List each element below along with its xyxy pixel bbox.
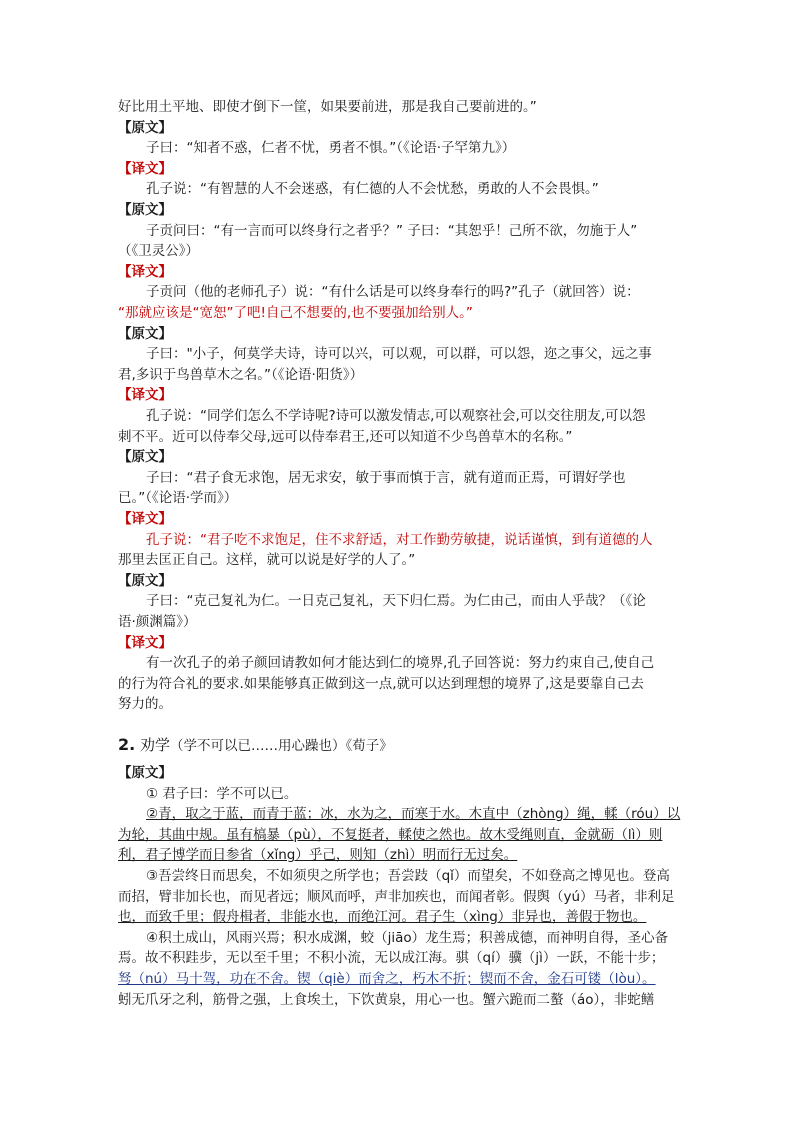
text-line-l14: 君,多识于鸟兽草木之名。”（《论语·阳货》） bbox=[118, 366, 364, 383]
text-line-l2: 【原文】 bbox=[118, 119, 172, 136]
text-line-m12: 蚓无爪牙之利，筋骨之强，上食埃土，下饮黄泉，用心一也。蟹六跪而二螯（áo），非蛇鳝 bbox=[118, 991, 655, 1008]
text-line-m6: ③吾尝终日而思矣，不如须臾之所学也；吾尝跂（qǐ）而望矣，不如登高之博见也。登高 bbox=[146, 868, 670, 884]
text-line-l10: 子贡问（他的老师孔子）说：“有什么话是可以终身奉行的吗?”孔子（就回答）说： bbox=[146, 284, 640, 301]
section-subtitle: （学不可以已……用心躁也）《荀子》 bbox=[170, 738, 393, 754]
text-line-m9: ④积土成山，风雨兴焉；积水成渊，蛟（jiāo）龙生焉；积善成德，而神明自得，圣心备 bbox=[146, 929, 669, 946]
text-line-l5: 孔子说：“有智慧的人不会迷惑，有仁德的人不会忧愁，勇敢的人不会畏惧。” bbox=[146, 181, 599, 198]
text-line-l8: （《卫灵公》） bbox=[118, 243, 199, 260]
text-line-l27: 【译文】 bbox=[118, 634, 172, 651]
text-line-m10: 焉。故不积跬步，无以至千里；不积小流，无以成江海。骐（qí）骥（jì）一跃，不能十步； bbox=[118, 950, 665, 967]
text-line-m1: 【原文】 bbox=[118, 765, 172, 781]
text-line-l3: 子曰：“知者不惑，仁者不忧，勇者不惧。”（《论语·子罕第九》） bbox=[146, 140, 516, 157]
text-line-l19: 子曰：“君子食无求饱，居无求安，敏于事而慎于言，就有道而正焉，可谓好学也 bbox=[146, 469, 626, 486]
text-line-l13: 子曰："小子，何莫学夫诗，诗可以兴，可以观，可以群，可以怨，迩之事父，远之事 bbox=[146, 346, 652, 363]
text-line-m7: 而招，臂非加长也，而见者远；顺风而呼，声非加疾也，而闻者彰。假舆（yú）马者，非利足 bbox=[118, 888, 675, 905]
text-line-l24: 【原文】 bbox=[118, 572, 172, 589]
text-line-l23: 那里去匡正自己。这样，就可以说是好学的人了。” bbox=[118, 552, 416, 569]
text-line-l6: 【原文】 bbox=[118, 202, 172, 218]
text-line-l30: 努力的。 bbox=[118, 696, 172, 713]
text-line-l28: 有一次孔子的弟子颜回请教如何才能达到仁的境界,孔子回答说：努力约束自己,使自己 bbox=[146, 655, 655, 672]
text-line-l26: 语·颜渊篇》） bbox=[118, 614, 197, 630]
text-line-l15: 【译文】 bbox=[118, 387, 172, 404]
text-line-l4: 【译文】 bbox=[118, 160, 172, 177]
text-line-l7: 子贡问曰：“有一言而可以终身行之者乎？” 子曰：“其恕乎！己所不欲，勿施于人” bbox=[146, 222, 638, 239]
text-line-m8: 也，而致千里；假舟楫者，非能水也，而绝江河。君子生（xìng）非异也，善假于物也。 bbox=[118, 909, 647, 926]
text-line-l29: 的行为符合礼的要求.如果能够真正做到这一点,就可以达到理想的境界了,这是要靠自己去 bbox=[118, 675, 644, 692]
text-line-l20: 已。”（《论语·学而》） bbox=[118, 490, 238, 507]
section-title: 劝学 bbox=[140, 736, 171, 754]
text-line-l16: 孔子说：“同学们怎么不学诗呢?诗可以激发情志,可以观察社会,可以交往朋友,可以怨 bbox=[146, 408, 646, 424]
text-line-m2: ① 君子曰：学不可以已。 bbox=[146, 785, 298, 802]
text-line-l9: 【译文】 bbox=[118, 263, 172, 280]
section-heading bbox=[118, 733, 683, 758]
text-line-m4: 为轮，其曲中规。虽有槁暴（pù），不复挺者，輮使之然也。故木受绳则直，金就砺（lì）则 bbox=[118, 826, 663, 843]
text-line-l17: 刺不平。近可以侍奉父母,远可以侍奉君王,还可以知道不少鸟兽草木的名称。” bbox=[118, 428, 573, 445]
text-line-m5: 利，君子博学而日参省（xǐng）乎己，则知（zhì）明而行无过矣。 bbox=[118, 847, 518, 864]
text-line-l12: 【原文】 bbox=[118, 325, 172, 342]
text-line-l25: 子曰：“克己复礼为仁。一日克己复礼，天下归仁焉。为仁由己，而由人乎哉？（《论 bbox=[146, 593, 646, 610]
text-line-l11: “那就应该是“宽恕”了吧!自己不想要的,也不要强加给别人。” bbox=[118, 305, 473, 321]
text-line-l21: 【译文】 bbox=[118, 511, 172, 527]
text-line-m3: ②青，取之于蓝，而青于蓝；冰，水为之，而寒于水。木直中（zhòng）绳，輮（róu）以 bbox=[146, 806, 681, 823]
text-line-l1: 好比用土平地、即使才倒下一筐，如果要前进，那是我自己要前进的。” bbox=[118, 99, 537, 115]
text-line-l22: 孔子说：“君子吃不求饱足，住不求舒适，对工作勤劳敏捷，说话谨慎，到有道德的人 bbox=[146, 531, 653, 548]
text-line-m11: 驽（nú）马十驾，功在不舍。锲（qiè）而舍之，朽木不折；锲而不舍，金石可镂（lòu）。 bbox=[118, 971, 656, 987]
section-number: 2. bbox=[118, 735, 136, 754]
text-line-l18: 【原文】 bbox=[118, 449, 172, 466]
